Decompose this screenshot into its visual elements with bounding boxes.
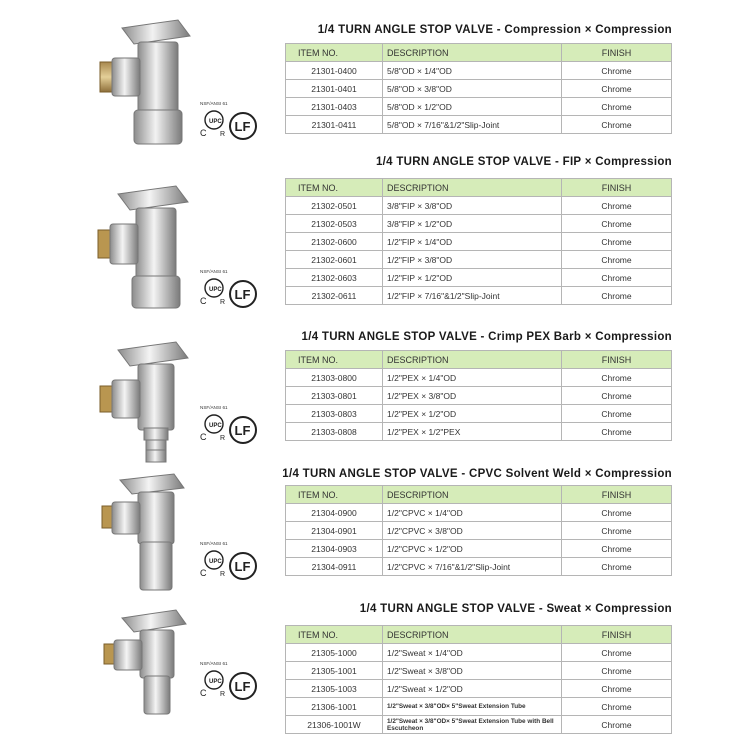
table-header-row bbox=[286, 351, 672, 369]
svg-text:LF: LF bbox=[234, 423, 251, 438]
certification-marks bbox=[198, 404, 278, 454]
svg-text:LF: LF bbox=[234, 559, 251, 574]
svg-text:UPC: UPC bbox=[209, 559, 222, 565]
svg-text:C: C bbox=[200, 296, 207, 306]
table-row: 21305-1003 1/2"Sweat × 1/2"OD Chrome bbox=[286, 680, 672, 698]
table-row: 21304-0903 1/2"CPVC × 1/2"OD Chrome bbox=[286, 540, 672, 558]
table-row: 21304-0911 1/2"CPVC × 7/16"&1/2"Slip-Joint Chrome bbox=[286, 558, 672, 576]
valve-cpvc-image bbox=[86, 470, 206, 594]
table-row: 21302-0503 3/8"FIP × 1/2"OD Chrome bbox=[286, 215, 672, 233]
valve-sweat-image bbox=[86, 606, 206, 718]
table-row: 21304-0901 1/2"CPVC × 3/8"OD Chrome bbox=[286, 522, 672, 540]
table-row: 21301-0401 5/8"OD × 3/8"OD Chrome bbox=[286, 80, 672, 98]
table-row: 21303-0808 1/2"PEX × 1/2"PEX Chrome bbox=[286, 423, 672, 441]
certification-marks bbox=[198, 100, 278, 150]
svg-text:C: C bbox=[200, 688, 207, 698]
table-row: 21301-0400 5/8"OD × 1/4"OD Chrome bbox=[286, 62, 672, 80]
table-row: 21305-1000 1/2"Sweat × 1/4"OD Chrome bbox=[286, 644, 672, 662]
table-row: 21303-0801 1/2"PEX × 3/8"OD Chrome bbox=[286, 387, 672, 405]
header-finish: FINISH bbox=[562, 44, 672, 62]
svg-text:R: R bbox=[220, 299, 226, 306]
table-header-row bbox=[286, 486, 672, 504]
header-desc: DESCRIPTION bbox=[383, 486, 562, 504]
table-row: 21302-0601 1/2"FIP × 3/8"OD Chrome bbox=[286, 251, 672, 269]
certification-marks bbox=[198, 540, 278, 590]
svg-text:R: R bbox=[220, 691, 226, 698]
svg-text:NSF/ANSI 61: NSF/ANSI 61 bbox=[200, 541, 228, 546]
svg-text:UPC: UPC bbox=[209, 679, 222, 685]
spec-table bbox=[285, 43, 672, 134]
svg-text:NSF/ANSI 61: NSF/ANSI 61 bbox=[200, 101, 228, 106]
upc-lf-icon bbox=[198, 540, 278, 590]
svg-text:R: R bbox=[220, 571, 226, 578]
table-header-row bbox=[286, 44, 672, 62]
svg-text:NSF/ANSI 61: NSF/ANSI 61 bbox=[200, 405, 228, 410]
svg-text:UPC: UPC bbox=[209, 423, 222, 429]
certification-marks bbox=[198, 660, 278, 710]
header-finish: FINISH bbox=[562, 179, 672, 197]
svg-text:R: R bbox=[220, 131, 226, 138]
table-row: 21303-0800 1/2"PEX × 1/4"OD Chrome bbox=[286, 369, 672, 387]
table-row: 21304-0900 1/2"CPVC × 1/4"OD Chrome bbox=[286, 504, 672, 522]
header-item: ITEM NO. bbox=[286, 179, 383, 197]
table-header-row bbox=[286, 626, 672, 644]
table-row: 21302-0600 1/2"FIP × 1/4"OD Chrome bbox=[286, 233, 672, 251]
svg-text:C: C bbox=[200, 128, 207, 138]
table-row: 21302-0603 1/2"FIP × 1/2"OD Chrome bbox=[286, 269, 672, 287]
svg-text:UPC: UPC bbox=[209, 119, 222, 125]
table-row: 21301-0411 5/8"OD × 7/16"&1/2"Slip-Joint Chrome bbox=[286, 116, 672, 134]
header-item: ITEM NO. bbox=[286, 486, 383, 504]
upc-lf-icon bbox=[198, 268, 278, 318]
header-item: ITEM NO. bbox=[286, 351, 383, 369]
header-desc: DESCRIPTION bbox=[383, 44, 562, 62]
spec-table bbox=[285, 178, 672, 305]
table-row: 21302-0501 3/8"FIP × 3/8"OD Chrome bbox=[286, 197, 672, 215]
section-title: 1/4 TURN ANGLE STOP VALVE - FIP × Compression bbox=[375, 156, 672, 168]
header-desc: DESCRIPTION bbox=[383, 351, 562, 369]
svg-text:LF: LF bbox=[234, 679, 251, 694]
header-finish: FINISH bbox=[562, 626, 672, 644]
valve-crimp-pex-image bbox=[86, 336, 206, 464]
header-desc: DESCRIPTION bbox=[383, 179, 562, 197]
header-item: ITEM NO. bbox=[286, 44, 383, 62]
spec-table bbox=[285, 625, 672, 734]
valve-fip-image bbox=[86, 180, 206, 312]
header-finish: FINISH bbox=[562, 351, 672, 369]
header-finish: FINISH bbox=[562, 486, 672, 504]
spec-table bbox=[285, 350, 672, 441]
svg-text:LF: LF bbox=[234, 119, 251, 134]
svg-text:NSF/ANSI 61: NSF/ANSI 61 bbox=[200, 661, 228, 666]
table-row: 21302-0611 1/2"FIP × 7/16"&1/2"Slip-Joint Chrome bbox=[286, 287, 672, 305]
section-title: 1/4 TURN ANGLE STOP VALVE - CPVC Solvent Weld × Compression bbox=[282, 468, 672, 480]
spec-table bbox=[285, 485, 672, 576]
svg-text:C: C bbox=[200, 568, 207, 578]
svg-text:NSF/ANSI 61: NSF/ANSI 61 bbox=[200, 269, 228, 274]
upc-lf-icon bbox=[198, 660, 278, 710]
svg-text:R: R bbox=[220, 435, 226, 442]
svg-text:C: C bbox=[200, 432, 207, 442]
svg-text:LF: LF bbox=[234, 287, 251, 302]
header-item: ITEM NO. bbox=[286, 626, 383, 644]
table-row: 21306-1001W 1/2"Sweat × 3/8"OD× 5"Sweat Extension Tube with Bell Escutcheon Chrome bbox=[286, 716, 672, 734]
section-title: 1/4 TURN ANGLE STOP VALVE - Sweat × Compression bbox=[359, 603, 672, 615]
table-header-row bbox=[286, 179, 672, 197]
section-title: 1/4 TURN ANGLE STOP VALVE - Compression × Compression bbox=[317, 24, 672, 36]
upc-lf-icon bbox=[198, 404, 278, 454]
table-row: 21301-0403 5/8"OD × 1/2"OD Chrome bbox=[286, 98, 672, 116]
valve-compression-image bbox=[86, 14, 206, 150]
table-row: 21305-1001 1/2"Sweat × 3/8"OD Chrome bbox=[286, 662, 672, 680]
section-title: 1/4 TURN ANGLE STOP VALVE - Crimp PEX Barb × Compression bbox=[301, 331, 672, 343]
upc-lf-icon bbox=[198, 100, 278, 150]
svg-text:UPC: UPC bbox=[209, 287, 222, 293]
table-row: 21303-0803 1/2"PEX × 1/2"OD Chrome bbox=[286, 405, 672, 423]
header-desc: DESCRIPTION bbox=[383, 626, 562, 644]
table-row: 21306-1001 1/2"Sweat × 3/8"OD× 5"Sweat Extension Tube Chrome bbox=[286, 698, 672, 716]
certification-marks bbox=[198, 268, 278, 318]
